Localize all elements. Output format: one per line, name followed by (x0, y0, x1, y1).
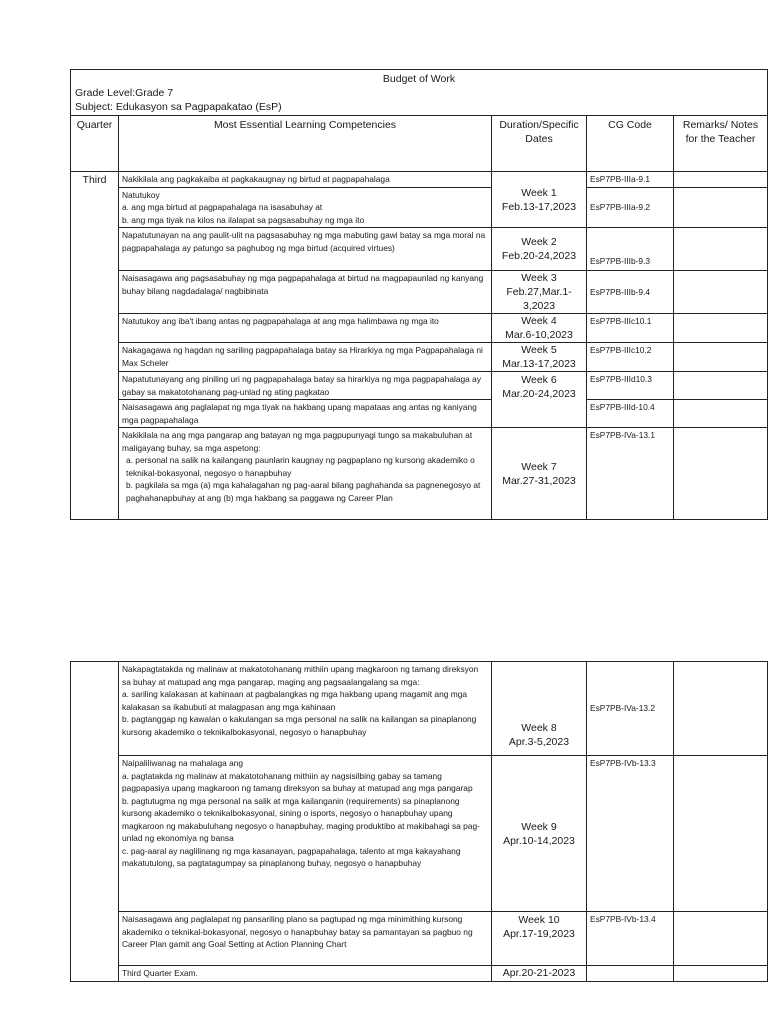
cg-code-cell: EsP7PB-IIId10.3 (587, 372, 674, 400)
week-label: Week 3 (521, 272, 557, 284)
remarks-cell (674, 372, 768, 400)
budget-of-work-table (70, 69, 768, 520)
competency-cell (119, 172, 492, 188)
cg-code-cell (587, 966, 674, 982)
grade-level: Grade Level:Grade 7 (75, 87, 174, 99)
column-header-duration: Duration/Specific Dates (492, 116, 587, 172)
date-label: Apr.20-21-2023 (502, 967, 576, 979)
competency-text: a. pagtatakda ng malinaw at makatotohanang mithiin ay nagsisilbing gabay sa tamang pagpapasiya upang magkaroon ng tamang direksyon sa buhay at matupad ang mga pangarap (122, 770, 473, 793)
competency-cell (119, 912, 492, 966)
competency-text: Third Quarter Exam. (122, 968, 198, 978)
competency-text: Natutukoy (122, 189, 160, 200)
competency-text: a. ang mga birtud at pagpapahalaga na isasabuhay at (122, 202, 323, 212)
week-label: Week 2 (521, 236, 557, 248)
cg-code-cell: EsP7PB-IVa-13.2 (587, 662, 674, 756)
column-header-cg-code: CG Code (587, 116, 674, 172)
competency-text: Nakagagawa ng hagdan ng sariling pagpapahalaga batay sa Hirarkiya ng mga Pagpapahalaga ni Max Scheler (122, 345, 483, 368)
date-label: Feb.27,Mar.1-3,2023 (506, 286, 572, 312)
competency-cell (119, 372, 492, 400)
week-label: Week 5 (521, 344, 557, 356)
competency-text: Nakikilala ang pagkakaiba at pagkakaugnay ng birtud at pagpapahalaga (122, 174, 390, 184)
remarks-cell (674, 400, 768, 428)
table-row (71, 400, 768, 428)
table-row (71, 228, 768, 271)
cg-code-cell: EsP7PB-IIIb-9.4 (587, 271, 674, 314)
date-label: Mar.20-24,2023 (502, 388, 576, 400)
duration-cell (492, 428, 587, 520)
competency-text: Nakapagtatakda ng malinaw at makatotohanang mithiin upang magkaroon ng tamang direksyon sa buhay at matupad ang mga pangarap, maging ang pagsaalangalang sa mga: (122, 664, 479, 687)
quarter-cell (71, 662, 119, 982)
quarter-cell: Third (71, 172, 119, 520)
competency-cell (119, 966, 492, 982)
date-label: Mar.27-31,2023 (502, 474, 576, 487)
remarks-cell (674, 172, 768, 188)
table-row (71, 662, 768, 756)
duration-cell (492, 271, 587, 314)
competency-text: Napatutunayan na ang paulit-ulit na pagsasabuhay ng mga mabuting gawi batay sa mga moral na pagpapahalaga ay patungo sa paghubog ng mga birtud (acquired virtues) (122, 230, 486, 253)
duration-cell (492, 314, 587, 343)
date-label: Feb.13-17,2023 (501, 200, 577, 213)
date-label: Apr.17-19,2023 (503, 928, 575, 940)
column-header-competencies: Most Essential Learning Competencies (119, 116, 492, 172)
table-row (71, 314, 768, 343)
cg-code-cell: EsP7PB-IVa-13.1 (587, 428, 674, 520)
competency-text: b. pagtanggap ng kawalan o kakulangan sa mga personal na salik na kailangan sa pinaplanong kursong akademiko o teknikalbokasyonal, negosyo o hanapbuhay (122, 714, 477, 737)
table-row (71, 756, 768, 912)
table-row (71, 966, 768, 982)
competency-cell (119, 343, 492, 372)
duration-cell (492, 912, 587, 966)
subject: Subject: Edukasyon sa Pagpapakatao (EsP) (75, 101, 282, 113)
competency-text: Naipaliliwanag na mahalaga ang (122, 758, 244, 768)
duration-cell (492, 966, 587, 982)
cg-code-cell: EsP7PB-IVb-13.4 (587, 912, 674, 966)
cg-code-cell: EsP7PB-IIIc10.2 (587, 343, 674, 372)
table-row (71, 271, 768, 314)
remarks-cell (674, 428, 768, 520)
competency-text: Nakikilala na ang mga pangarap ang batayan ng mga pagpupunyagi tungo sa makabuluhan at maligayang buhay, sa mga aspetong: (122, 430, 473, 453)
date-label: Mar.6-10,2023 (505, 329, 573, 341)
table-row (71, 343, 768, 372)
table-row (71, 172, 768, 188)
competency-cell (119, 756, 492, 912)
competency-text: Naisasagawa ang paglalapat ng pansariling plano sa pagtupad ng mga minimithing kursong akademiko o teknikal-bokasyonal, negosyo o hanapbuhay batay sa pamantayan sa pagbuo ng Career Plan gamit ang Goal Setting at Action Planning Chart (122, 914, 473, 949)
remarks-cell (674, 271, 768, 314)
duration-cell (492, 372, 587, 428)
duration-cell (492, 756, 587, 912)
page-title: Budget of Work (382, 73, 456, 85)
competency-cell (119, 187, 492, 228)
budget-of-work-table-continued (70, 661, 768, 982)
table-header (71, 70, 768, 116)
competency-text: Naisasagawa ang pagsasabuhay ng mga pagpapahalaga at birtud na magpapaunlad ng kanyang buhay bilang nagdadalaga/ nagbibinata (122, 273, 484, 296)
date-label: Apr.3-5,2023 (508, 736, 570, 748)
week-label: Week 6 (521, 374, 557, 386)
date-label: Apr.10-14,2023 (503, 834, 575, 847)
date-label: Mar.13-17,2023 (502, 358, 576, 370)
competency-cell (119, 400, 492, 428)
competency-cell (119, 428, 492, 520)
competency-text: Natutukoy ang iba't ibang antas ng pagpapahalaga at ang mga halimbawa ng mga ito (122, 316, 439, 326)
week-label: Week 8 (521, 722, 557, 734)
week-label: Week 4 (521, 315, 557, 327)
cg-code-cell: EsP7PB-IIIa-9.2 (587, 187, 674, 228)
cg-code-cell: EsP7PB-IIId-10.4 (587, 400, 674, 428)
remarks-cell (674, 756, 768, 912)
week-label: Week 9 (521, 820, 557, 833)
competency-text: b. ang mga tiyak na kilos na ilalapat sa pagsasabuhay ng mga ito (122, 214, 365, 225)
competency-text: b. pagkilala sa mga (a) mga kahalagahan ng pag-aaral bilang paghahanda sa pagnenegosyo at paghahanapbuhay at ang (b) mga hakbang sa paggawa ng Career Plan (126, 480, 481, 503)
remarks-cell (674, 228, 768, 271)
competency-text: Naisasagawa ang paglalapat ng mga tiyak na hakbang upang mapataas ang antas ng kaniyang mga pagpapahalaga (122, 402, 477, 425)
remarks-cell (674, 187, 768, 228)
duration-cell (492, 662, 587, 756)
competency-text: a. sariling kalakasan at kahinaan at pagbalangkas ng mga hakbang upang magamit ang mga kalakasan sa ikabubuti at malagpasan ang mga kahinaan (122, 689, 468, 712)
competency-text: c. pag-aaral ay naglilinang ng mga kasanayan, pagpapahalaga, talento at mga kakayahang makatutulong, sa pagtatagumpay sa pinaplanong buhay, negosyo o hanapbuhay (122, 845, 461, 868)
remarks-cell (674, 912, 768, 966)
column-header-quarter: Quarter (71, 116, 119, 172)
competency-text: b. pagtutugma ng mga personal na salik at mga kailanganin (requirements) sa pinaplanong kursong akademiko o teknikalbokasyonal, sining o isports, negosyo o hanapbuhay upang magkaroon ng makabuluhang negosyo o hanapbuhay, maging produktibo at makibahagi sa pag-unlad ng ekonomiya ng bansa (122, 795, 480, 843)
competency-cell (119, 228, 492, 271)
competency-cell (119, 271, 492, 314)
duration-cell (492, 172, 587, 228)
table-row (71, 372, 768, 400)
competency-cell (119, 314, 492, 343)
cg-code-cell: EsP7PB-IIIa-9.1 (587, 172, 674, 188)
competency-text: Napatutunayang ang piniling uri ng pagpapahalaga batay sa hirarkiya ng mga pagpapahalaga ay gabay sa makatotohanang pag-unlad ng ating pagkatao (122, 374, 482, 397)
table-row (71, 187, 768, 228)
cg-code-cell: EsP7PB-IIIc10.1 (587, 314, 674, 343)
remarks-cell (674, 343, 768, 372)
cg-code-cell: EsP7PB-IVb-13.3 (587, 756, 674, 912)
table-row (71, 912, 768, 966)
remarks-cell (674, 966, 768, 982)
cg-code-cell: EsP7PB-IIIb-9.3 (587, 228, 674, 271)
remarks-cell (674, 662, 768, 756)
date-label: Feb.20-24,2023 (501, 250, 577, 262)
duration-cell (492, 343, 587, 372)
table-row (71, 428, 768, 520)
duration-cell (492, 228, 587, 271)
column-header-remarks: Remarks/ Notes for the Teacher (674, 116, 768, 172)
week-label: Week 10 (518, 914, 560, 926)
competency-cell (119, 662, 492, 756)
competency-text: a. personal na salik na kailangang paunlarin kaugnay ng pagpaplano ng kursong akademiko o teknikal-bokasyonal, negosyo o hanapbuhay (126, 455, 475, 478)
week-label: Week 7 (521, 460, 557, 473)
week-label: Week 1 (521, 186, 557, 199)
remarks-cell (674, 314, 768, 343)
